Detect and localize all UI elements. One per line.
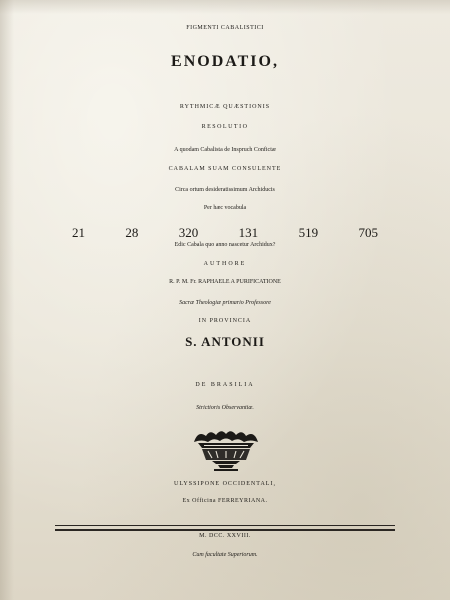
province-name: S. ANTONII bbox=[185, 334, 265, 349]
title-line-figmenti: FIGMENTI CABALISTICI bbox=[186, 25, 264, 31]
cabala-number: 705 bbox=[358, 225, 378, 240]
basket-of-flowers-ornament-icon bbox=[188, 428, 264, 472]
text-line-circa: Circa ortum desideratissimum Archiducis bbox=[175, 187, 275, 193]
cabala-number: 131 bbox=[238, 225, 259, 240]
imprint-rule-thick bbox=[55, 529, 395, 531]
imprint-license: Cum facultate Superiorum. bbox=[192, 552, 258, 558]
text-line-cabalam: CABALAM SUAM CONSULENTE bbox=[168, 166, 282, 172]
text-line-in-provincia: IN PROVINCIA bbox=[198, 318, 252, 324]
cabala-number: 28 bbox=[125, 225, 139, 240]
title-line-enodatio: ENODATIO, bbox=[171, 53, 279, 70]
province-region: DE BRASILIA bbox=[195, 382, 255, 388]
province-observance: Strictioris Observantiæ. bbox=[196, 405, 254, 411]
title-line-resolutio: RESOLUTIO bbox=[201, 124, 249, 130]
imprint-place: ULYSSIPONE OCCIDENTALI, bbox=[174, 481, 276, 487]
text-line-cabalista: A quodam Cabalista de Inspruch Confictæ bbox=[174, 147, 276, 153]
imprint-year: M. DCC. XXVIII. bbox=[199, 533, 251, 539]
cabala-number: 519 bbox=[298, 225, 319, 240]
title-line-rythmicae: RYTHMICÆ QUÆSTIONIS bbox=[179, 104, 271, 110]
author-name: R. P. M. Fr. RAPHAELE A PURIFICATIONE bbox=[169, 279, 281, 285]
imprint-printer: Ex Officina FERREYRIANA. bbox=[182, 498, 268, 504]
cabala-number: 21 bbox=[72, 225, 85, 240]
text-line-authore: AUTHORE bbox=[203, 261, 247, 267]
text-line-edic: Edic Cabala quo anno nascetur Archidux? bbox=[174, 242, 276, 248]
text-line-per-haec: Per hæc vocabula bbox=[203, 205, 247, 211]
imprint-rule bbox=[55, 525, 395, 526]
cabala-numbers bbox=[72, 225, 378, 241]
author-title: Sacræ Theologiæ primario Professore bbox=[179, 300, 271, 306]
cabala-number: 320 bbox=[178, 225, 199, 240]
